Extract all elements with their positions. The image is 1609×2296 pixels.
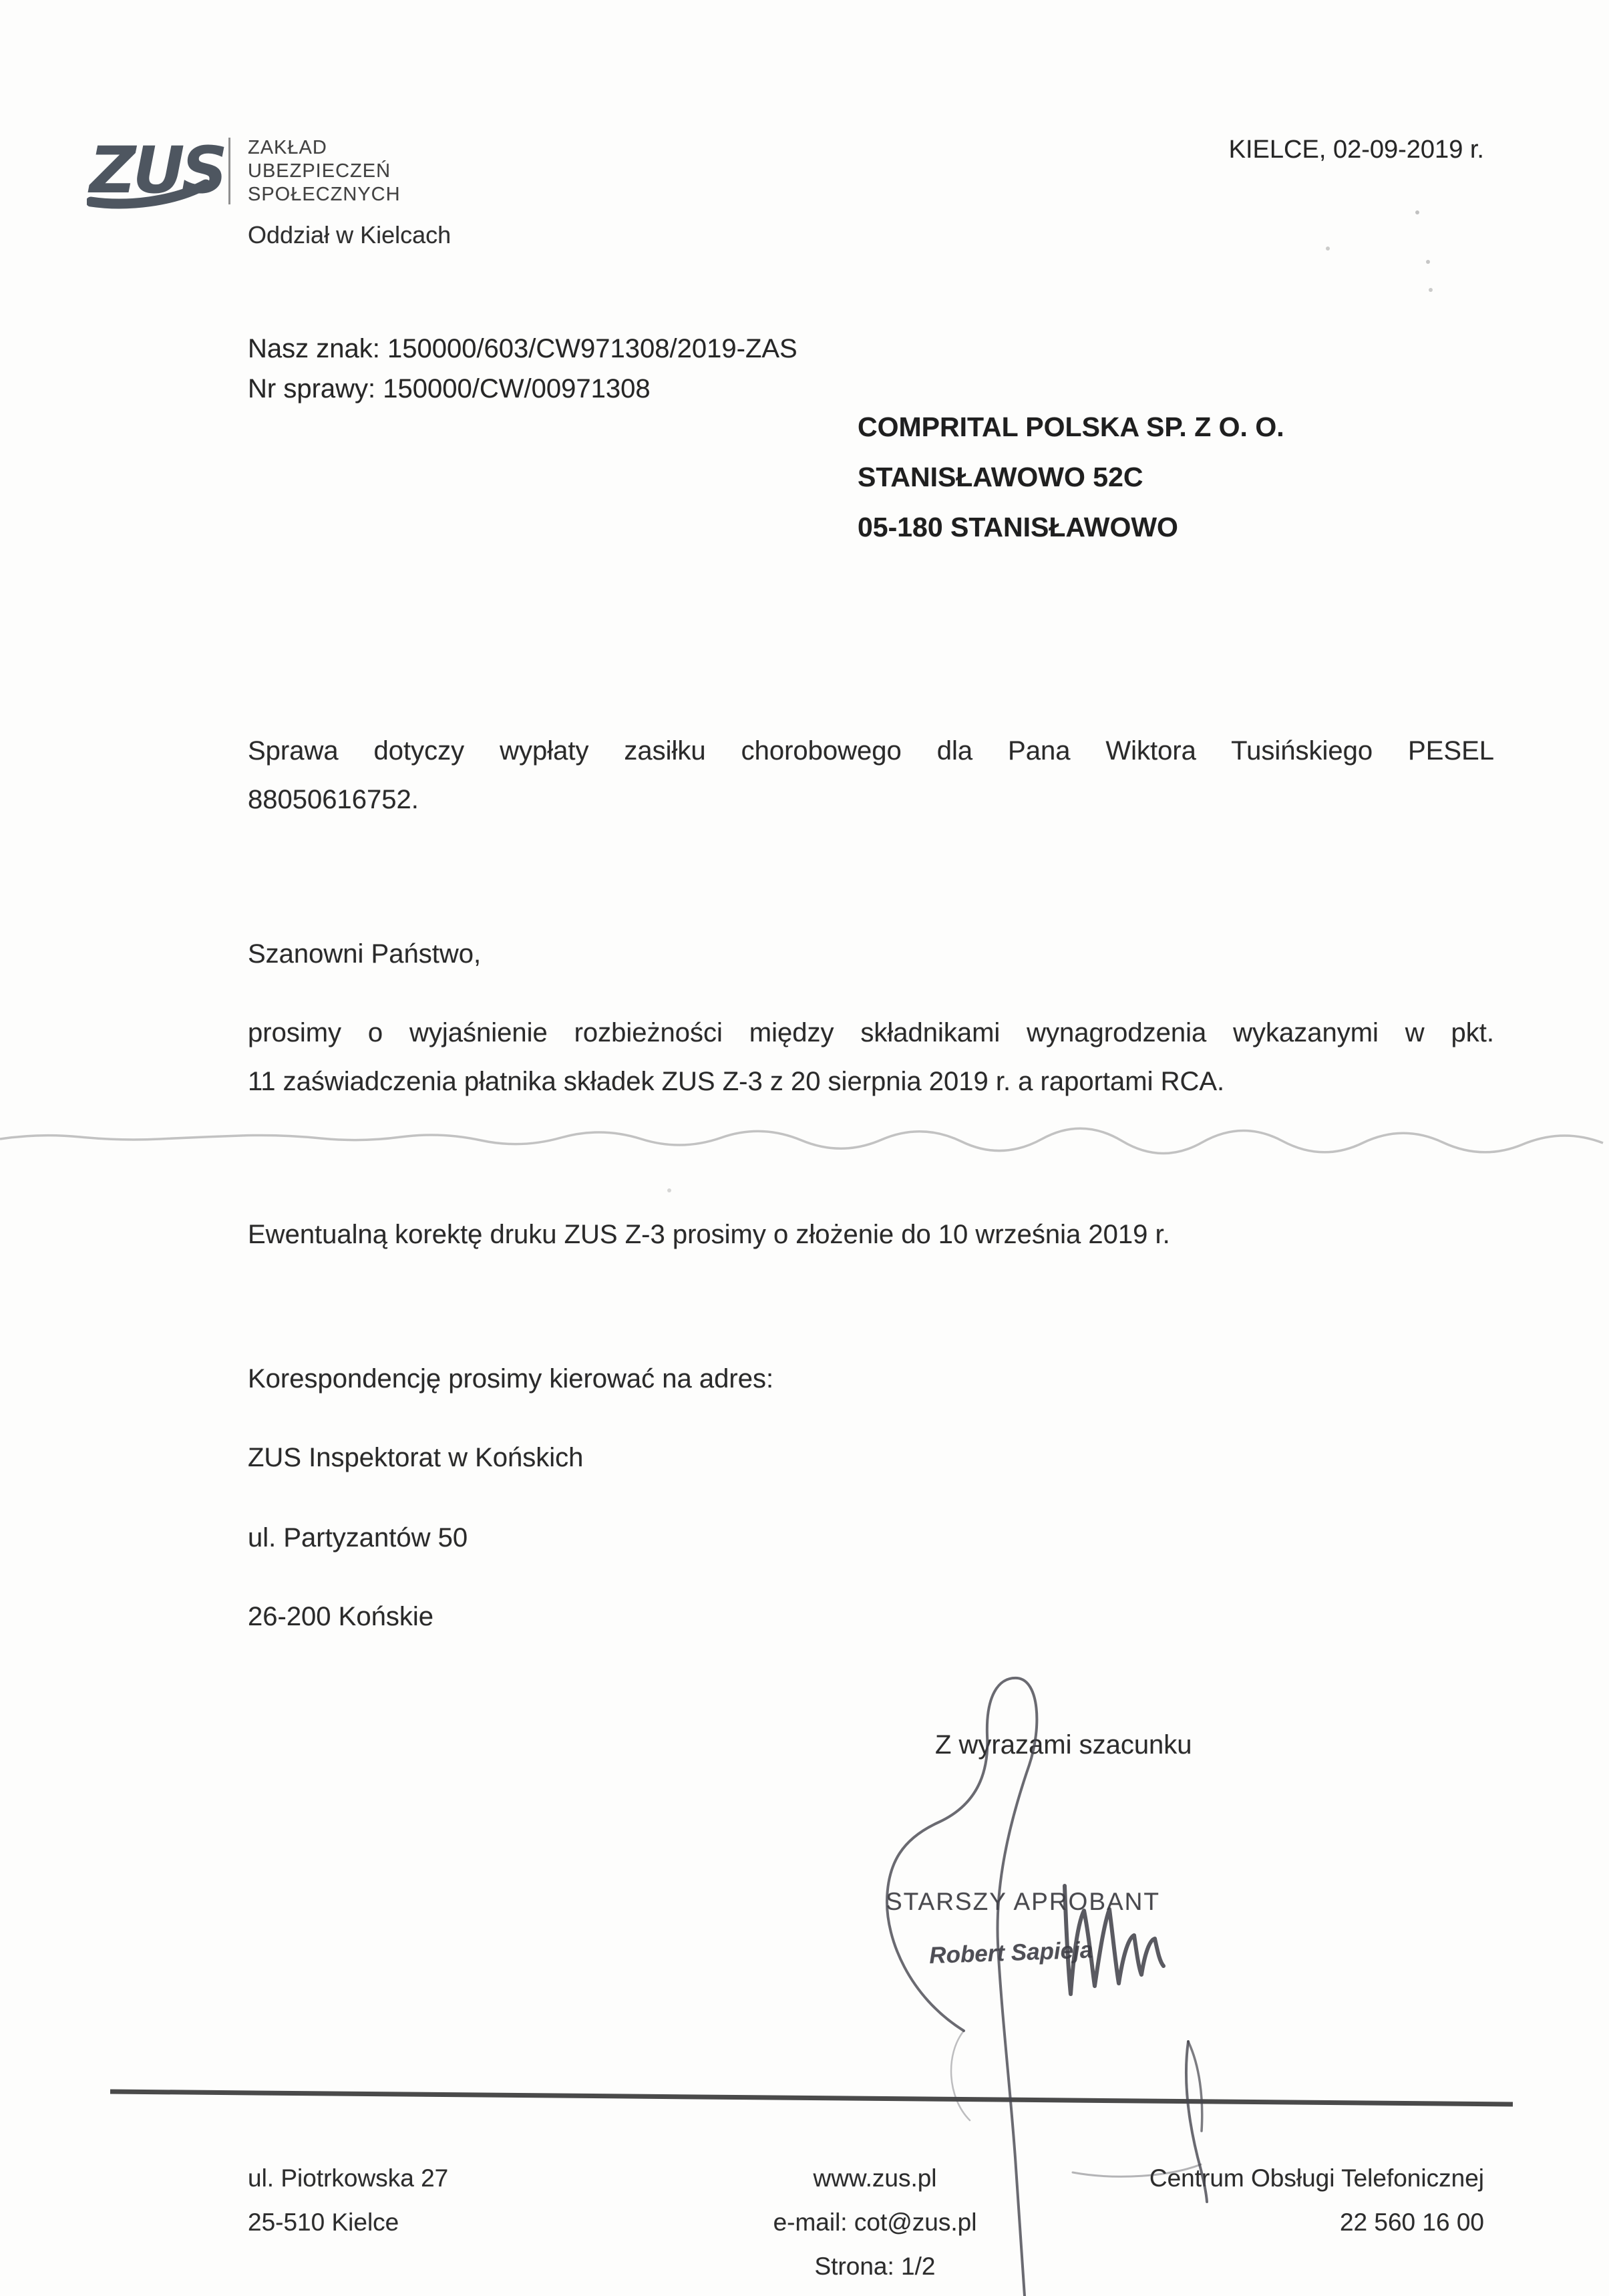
footer-phone	[1002, 2156, 1484, 2245]
footer-phone-number: 22 560 16 00	[1339, 2208, 1484, 2236]
pen-leaf-stroke-right	[1188, 2041, 1202, 2131]
footer-city: 25-510 Kielce	[248, 2208, 399, 2236]
return-address-line-2: ul. Partyzantów 50	[248, 1523, 468, 1552]
footer-email: e-mail: cot@zus.pl	[773, 2208, 977, 2236]
org-name-line3: SPOŁECZNYCH	[248, 184, 401, 205]
case-number: Nr sprawy: 150000/CW/00971308	[248, 374, 651, 403]
zus-logo-text: ZUS	[90, 133, 224, 208]
recipient-city: 05-180 STANISŁAWOWO	[858, 512, 1178, 542]
footer-website: www.zus.pl	[813, 2164, 937, 2192]
org-name	[248, 136, 401, 206]
branch-name: Oddział w Kielcach	[248, 221, 452, 249]
subject-line-2: 88050616752.	[248, 785, 419, 814]
letterhead	[0, 0, 1609, 334]
recipient-block	[858, 402, 1284, 552]
subject-paragraph	[248, 727, 1494, 824]
request-paragraph	[248, 1009, 1494, 1106]
pen-flourish-tail	[951, 2031, 970, 2120]
footer-rule	[110, 2092, 1513, 2104]
return-address-line-3: 26-200 Końskie	[248, 1602, 433, 1631]
footer-page-number: Strona: 1/2	[814, 2253, 936, 2280]
signer-name-stamp: Robert Sapieja	[928, 1937, 1093, 1969]
subject-line-1: Sprawa dotyczy wypłaty zasiłku chorobowego dla Pana Wiktora Tusińskiego PESEL	[248, 736, 1494, 766]
org-name-line1: ZAKŁAD	[248, 137, 327, 158]
signer-title-stamp: STARSZY APROBANT	[886, 1888, 1160, 1915]
correspondence-intro: Korespondencję prosimy kierować na adres:	[248, 1364, 774, 1393]
request-line-2: 11 zaświadczenia płatnika składek ZUS Z-3 z 20 sierpnia 2019 r. a raportami RCA.	[248, 1067, 1225, 1096]
letter-date: KIELCE, 02-09-2019 r.	[1228, 136, 1484, 164]
footer-street: ul. Piotrkowska 27	[248, 2164, 449, 2192]
recipient-name: COMPRITAL POLSKA SP. Z O. O.	[858, 412, 1284, 442]
logo-divider	[228, 138, 230, 204]
org-name-line2: UBEZPIECZEŃ	[248, 160, 391, 182]
request-line-1: prosimy o wyjaśnienie rozbieżności między składnikami wynagrodzenia wykazanymi w pkt.	[248, 1018, 1494, 1047]
footer-call-center-label: Centrum Obsługi Telefonicznej	[1149, 2164, 1484, 2192]
our-ref: Nasz znak: 150000/603/CW971308/2019-ZAS	[248, 334, 797, 363]
recipient-street: STANISŁAWOWO 52C	[858, 462, 1143, 492]
deadline-line: Ewentualną korektę druku ZUS Z-3 prosimy o złożenie do 10 września 2019 r.	[248, 1220, 1170, 1249]
return-address-line-1: ZUS Inspektorat w Końskich	[248, 1443, 584, 1472]
scan-speck	[667, 1188, 671, 1192]
farewell: Z wyrazami szacunku	[935, 1730, 1192, 1760]
salutation: Szanowni Państwo,	[248, 939, 482, 969]
scan-artifact-line	[0, 1128, 1603, 1153]
zus-logo	[87, 131, 234, 218]
